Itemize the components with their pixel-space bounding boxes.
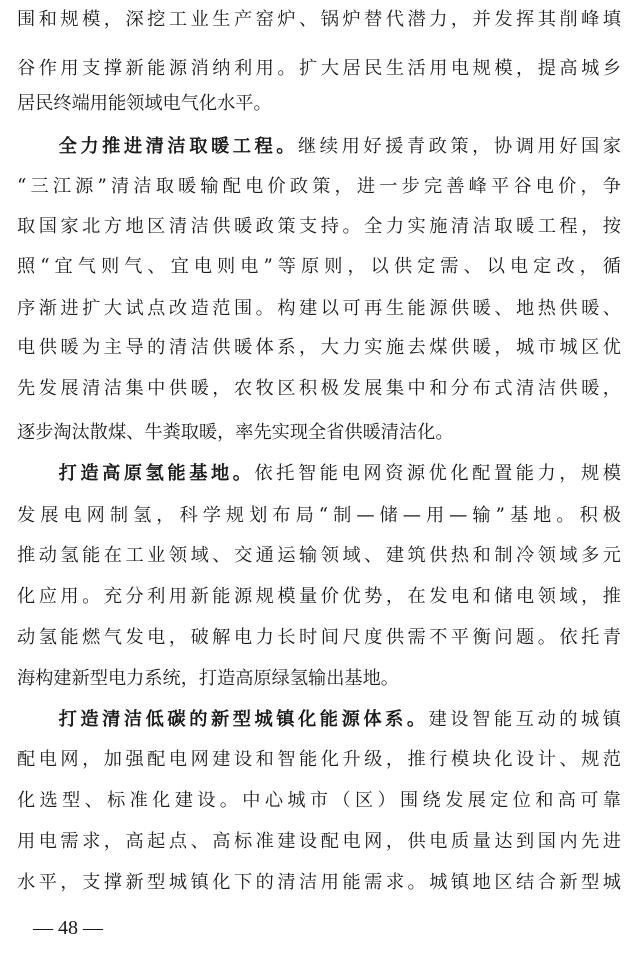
body-text-line: 逐步淘汰散煤、牛粪取暖，率先实现全省供暖清洁化。 (17, 422, 454, 443)
body-text-line: 先发展清洁集中供暖，农牧区积极发展集中和分布式清洁供暖， (17, 378, 621, 399)
body-text-line: 取国家北方地区清洁供暖政策支持。全力实施清洁取暖工程，按 (17, 216, 621, 237)
body-text-line: 电供暖为主导的清洁供暖体系，大力实施去煤供暖，城市城区优 (17, 337, 621, 358)
body-text: 继续用好援青政策，协调用好国家 (298, 136, 621, 157)
body-text-line: 推动氢能在工业领域、交通运输领域、建筑供热和制冷领域多元 (17, 545, 621, 566)
page-number: — 48 — (33, 917, 103, 939)
section-heading: 打造清洁低碳的新型城镇化能源体系。 (55, 709, 429, 730)
body-text-line: 水平，支撑新型城镇化下的清洁用能需求。城镇地区结合新型城 (17, 872, 621, 893)
body-text-line: 居民终端用能领域电气化水平。 (17, 93, 272, 114)
paragraph-first-line (17, 129, 621, 165)
body-text-line: 围和规模，深挖工业生产窑炉、锅炉替代潜力，并发挥其削峰填 (17, 9, 621, 30)
paragraph-first-line (17, 702, 621, 738)
body-text-line: 配电网，加强配电网建设和智能化升级，推行模块化设计、规范 (17, 749, 621, 770)
body-text-line: 照“宜气则气、宜电则电”等原则，以供定需、以电定改，循 (17, 256, 621, 277)
section-heading: 打造高原氢能基地。 (55, 463, 255, 484)
section-heading: 全力推进清洁取暖工程。 (55, 136, 299, 157)
body-text-line: 发展电网制氢，科学规划布局“制—储—用—输”基地。积极 (17, 505, 621, 526)
body-text: 建设智能互动的城镇 (428, 709, 621, 730)
body-text-line: 海构建新型电力系统，打造高原绿氢输出基地。 (17, 668, 399, 689)
body-text-line: 动氢能燃气发电，破解电力长时间尺度供需不平衡问题。依托青 (17, 627, 621, 648)
body-text-line: 化应用。充分利用新能源规模量价优势，在发电和储电领域，推 (17, 586, 621, 607)
body-text: 依托智能电网资源优化配置能力，规模 (254, 463, 621, 484)
body-text-line: “三江源”清洁取暖输配电价政策，进一步完善峰平谷电价，争 (17, 176, 621, 197)
body-text-line: 谷作用支撑新能源消纳利用。扩大居民生活用电规模，提高城乡 (17, 58, 621, 79)
body-text-line: 化选型、标准化建设。中心城市（区）围绕发展定位和高可靠 (17, 790, 621, 811)
body-text-line: 用电需求，高起点、高标准建设配电网，供电质量达到国内先进 (17, 831, 621, 852)
paragraph-first-line (17, 456, 621, 492)
body-text-line: 序渐进扩大试点改造范围。构建以可再生能源供暖、地热供暖、 (17, 298, 621, 319)
